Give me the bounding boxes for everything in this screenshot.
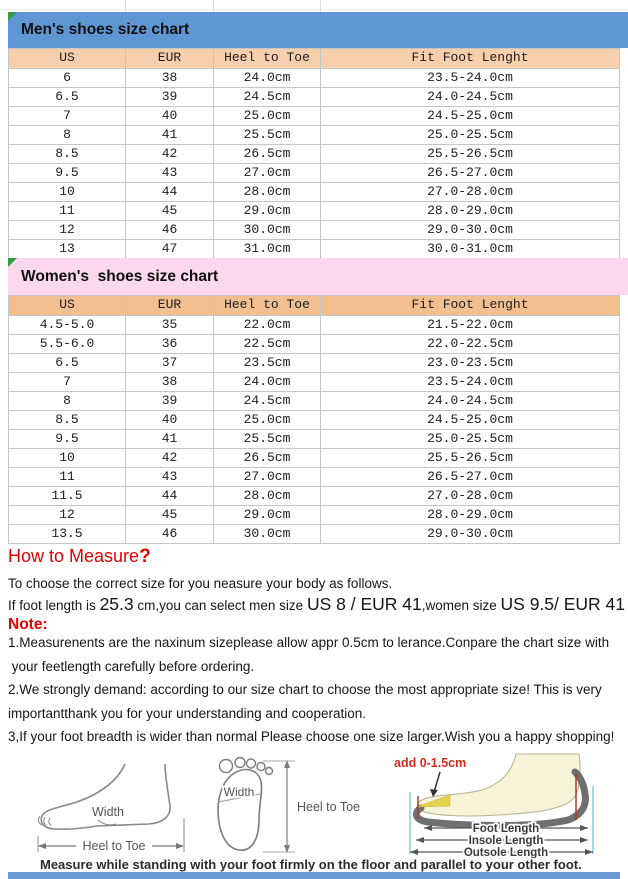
cell-us: 9.5	[9, 430, 126, 448]
cell-eur: 44	[126, 487, 214, 505]
cell-heel-to-toe: 26.5cm	[214, 449, 321, 467]
table-row	[9, 240, 620, 259]
cell-eur: 37	[126, 354, 214, 372]
cell-eur: 41	[126, 430, 214, 448]
example-part: ,women size	[421, 598, 501, 613]
cell-eur: 35	[126, 316, 214, 334]
cell-fit-foot-length: 23.5-24.0cm	[321, 373, 620, 391]
cell-heel-to-toe: 25.0cm	[214, 411, 321, 429]
cell-eur: 43	[126, 164, 214, 182]
cell-fit-foot-length: 29.0-30.0cm	[321, 525, 620, 543]
table-row	[9, 316, 620, 335]
cell-us: 12	[9, 221, 126, 239]
cell-eur: 40	[126, 107, 214, 125]
table-row	[9, 183, 620, 202]
cell-fit-foot-length: 24.5-25.0cm	[321, 107, 620, 125]
footer-bar	[8, 872, 620, 879]
table-row	[9, 126, 620, 145]
table-row	[9, 411, 620, 430]
green-corner-marker-icon	[8, 258, 17, 267]
arrowhead-icon	[410, 849, 418, 855]
print-heel-to-toe-label: Heel to Toe	[297, 800, 361, 814]
cell-fit-foot-length: 26.5-27.0cm	[321, 164, 620, 182]
cell-fit-foot-length: 27.0-28.0cm	[321, 183, 620, 201]
womens-size-table	[8, 295, 620, 544]
arrowhead-icon	[416, 837, 424, 843]
cell-fit-foot-length: 21.5-22.0cm	[321, 316, 620, 334]
cell-heel-to-toe: 28.0cm	[214, 487, 321, 505]
col-header-fit-foot-length: Fit Foot Lenght	[321, 49, 620, 68]
cell-us: 4.5-5.0	[9, 316, 126, 334]
cell-fit-foot-length: 28.0-29.0cm	[321, 202, 620, 220]
toe-circle	[266, 768, 273, 775]
table-row	[9, 525, 620, 544]
table-row	[9, 335, 620, 354]
measure-intro: To choose the correct size for you neasure your body as follows.	[8, 576, 393, 591]
green-corner-marker-icon	[8, 12, 17, 21]
foot-length-label: Foot Length	[472, 823, 540, 835]
gridline	[125, 0, 126, 12]
cell-us: 8.5	[9, 411, 126, 429]
cell-heel-to-toe: 24.0cm	[214, 373, 321, 391]
table-row	[9, 145, 620, 164]
col-header-us: US	[9, 296, 126, 315]
gridline	[213, 0, 214, 12]
cell-heel-to-toe: 24.5cm	[214, 392, 321, 410]
cell-fit-foot-length: 29.0-30.0cm	[321, 221, 620, 239]
footprint-diagram	[203, 756, 378, 858]
cell-us: 8	[9, 392, 126, 410]
col-header-eur: EUR	[126, 49, 214, 68]
col-header-heel-to-toe: Heel to Toe	[214, 296, 321, 315]
cell-heel-to-toe: 23.5cm	[214, 354, 321, 372]
notes-list	[8, 631, 622, 749]
mens-table-header-row	[9, 49, 620, 69]
cell-fit-foot-length: 22.0-22.5cm	[321, 335, 620, 353]
foot-outline	[41, 764, 170, 829]
cell-us: 10	[9, 449, 126, 467]
arrowhead-icon	[38, 843, 46, 849]
insole-length-label: Insole Length	[468, 835, 544, 847]
gridline	[0, 9, 628, 10]
cell-us: 11	[9, 468, 126, 486]
example-foot-length: 25.3	[99, 594, 134, 614]
cell-eur: 46	[126, 525, 214, 543]
table-row	[9, 468, 620, 487]
cell-heel-to-toe: 24.5cm	[214, 88, 321, 106]
cell-us: 7	[9, 107, 126, 125]
example-men-size: US 8 / EUR 41	[306, 594, 422, 614]
table-row	[9, 354, 620, 373]
cell-eur: 46	[126, 221, 214, 239]
cell-heel-to-toe: 25.0cm	[214, 107, 321, 125]
cell-heel-to-toe: 22.5cm	[214, 335, 321, 353]
cell-fit-foot-length: 26.5-27.0cm	[321, 468, 620, 486]
cell-heel-to-toe: 30.0cm	[214, 221, 321, 239]
cell-eur: 44	[126, 183, 214, 201]
cell-heel-to-toe: 26.5cm	[214, 145, 321, 163]
cell-heel-to-toe: 25.5cm	[214, 430, 321, 448]
mens-table-body	[9, 69, 620, 259]
cell-us: 8.5	[9, 145, 126, 163]
arrowhead-icon	[580, 825, 588, 831]
foot-side-view-diagram	[26, 758, 201, 858]
footprint-outline	[218, 770, 262, 851]
table-row	[9, 69, 620, 88]
how-to-measure-title	[8, 546, 151, 568]
cell-fit-foot-length: 27.0-28.0cm	[321, 487, 620, 505]
pointer-line	[434, 772, 440, 792]
table-row	[9, 430, 620, 449]
table-row	[9, 392, 620, 411]
cell-heel-to-toe: 27.0cm	[214, 468, 321, 486]
side-width-label: Width	[92, 805, 124, 819]
table-row	[9, 221, 620, 240]
cell-eur: 39	[126, 88, 214, 106]
cell-eur: 43	[126, 468, 214, 486]
arrowhead-icon	[585, 849, 593, 855]
cell-fit-foot-length: 25.0-25.5cm	[321, 126, 620, 144]
cell-fit-foot-length: 24.0-24.5cm	[321, 88, 620, 106]
size-example-line	[8, 594, 625, 615]
cell-us: 11	[9, 202, 126, 220]
cell-heel-to-toe: 28.0cm	[214, 183, 321, 201]
cell-eur: 39	[126, 392, 214, 410]
cell-fit-foot-length: 23.5-24.0cm	[321, 69, 620, 87]
toe-circle	[235, 758, 245, 768]
measure-caption: Measure while standing with your foot firmly on the floor and parallel to your other foot.	[40, 857, 582, 872]
mens-chart-title: Men's shoes size chart	[21, 21, 190, 38]
table-row	[9, 373, 620, 392]
cell-eur: 38	[126, 373, 214, 391]
example-women-size: US 9.5/ EUR 41	[500, 594, 626, 614]
arrowhead-icon	[580, 837, 588, 843]
womens-table-body	[9, 316, 620, 544]
example-part: cm,you can select men size	[133, 598, 307, 613]
cell-us: 12	[9, 506, 126, 524]
table-row	[9, 506, 620, 525]
toes-outline	[38, 816, 51, 825]
cell-us: 7	[9, 373, 126, 391]
cell-fit-foot-length: 28.0-29.0cm	[321, 506, 620, 524]
cell-heel-to-toe: 27.0cm	[214, 164, 321, 182]
question-mark: ?	[139, 546, 151, 567]
cell-heel-to-toe: 24.0cm	[214, 69, 321, 87]
note-line: your feetlength carefully before ordering.	[8, 658, 255, 674]
col-header-fit-foot-length: Fit Foot Lenght	[321, 296, 620, 315]
table-row	[9, 449, 620, 468]
cell-heel-to-toe: 29.0cm	[214, 202, 321, 220]
cell-us: 6.5	[9, 88, 126, 106]
arrowhead-icon	[424, 825, 432, 831]
table-row	[9, 107, 620, 126]
cell-us: 13.5	[9, 525, 126, 543]
cell-eur: 36	[126, 335, 214, 353]
mens-size-table	[8, 48, 620, 259]
cell-eur: 42	[126, 145, 214, 163]
note-line: 3,If your foot breadth is wider than normal Please choose one size larger.Wish you a happy shopping!	[8, 729, 615, 744]
table-row	[9, 88, 620, 107]
cell-fit-foot-length: 24.5-25.0cm	[321, 411, 620, 429]
toe-circle	[257, 763, 265, 771]
cell-us: 10	[9, 183, 126, 201]
cell-fit-foot-length: 25.0-25.5cm	[321, 430, 620, 448]
womens-chart-header	[8, 258, 628, 295]
cell-heel-to-toe: 25.5cm	[214, 126, 321, 144]
cell-fit-foot-length: 23.0-23.5cm	[321, 354, 620, 372]
cell-eur: 45	[126, 506, 214, 524]
cell-eur: 40	[126, 411, 214, 429]
shoe-length-diagram	[388, 750, 620, 858]
cell-eur: 45	[126, 202, 214, 220]
col-header-us: US	[9, 49, 126, 68]
gridline	[320, 0, 321, 12]
womens-chart-title: Women's shoes size chart	[21, 267, 219, 285]
cell-us: 8	[9, 126, 126, 144]
arrowhead-icon	[176, 843, 184, 849]
cell-fit-foot-length: 30.0-31.0cm	[321, 240, 620, 258]
toe-circle	[220, 760, 233, 773]
cell-heel-to-toe: 31.0cm	[214, 240, 321, 258]
how-to-measure-text: How to Measure	[8, 546, 140, 566]
note-line: 2.We strongly demand: according to our size chart to choose the most appropriate size! This is very	[8, 682, 602, 697]
table-row	[9, 202, 620, 221]
womens-table-header-row	[9, 296, 620, 316]
cell-eur: 41	[126, 126, 214, 144]
cell-us: 13	[9, 240, 126, 258]
cell-heel-to-toe: 30.0cm	[214, 525, 321, 543]
cell-fit-foot-length: 24.0-24.5cm	[321, 392, 620, 410]
add-allowance-label: add 0-1.5cm	[394, 756, 467, 770]
cell-us: 11.5	[9, 487, 126, 505]
mens-chart-header	[8, 12, 628, 48]
side-heel-to-toe-label: Heel to Toe	[82, 839, 146, 853]
example-part: If foot length is	[8, 598, 100, 613]
cell-fit-foot-length: 25.5-26.5cm	[321, 449, 620, 467]
note-line: importantthank you for your understanding and cooperation.	[8, 705, 366, 721]
col-header-eur: EUR	[126, 296, 214, 315]
note-line: 1.Measurenents are the naxinum sizeplease allow appr 0.5cm to lerance.Conpare the chart size with	[8, 635, 610, 650]
note-label: Note:	[8, 616, 48, 633]
toe-circle	[247, 759, 256, 768]
cell-us: 6	[9, 69, 126, 87]
print-width-label: Width	[223, 785, 255, 799]
cell-eur: 42	[126, 449, 214, 467]
cell-eur: 38	[126, 69, 214, 87]
table-row	[9, 164, 620, 183]
outsole-length-label: Outsole Length	[463, 847, 549, 858]
cell-fit-foot-length: 25.5-26.5cm	[321, 145, 620, 163]
cell-us: 9.5	[9, 164, 126, 182]
cell-eur: 47	[126, 240, 214, 258]
table-row	[9, 487, 620, 506]
cell-heel-to-toe: 29.0cm	[214, 506, 321, 524]
col-header-heel-to-toe: Heel to Toe	[214, 49, 321, 68]
cell-us: 6.5	[9, 354, 126, 372]
cell-us: 5.5-6.0	[9, 335, 126, 353]
width-pointer-line	[98, 820, 116, 825]
cell-heel-to-toe: 22.0cm	[214, 316, 321, 334]
